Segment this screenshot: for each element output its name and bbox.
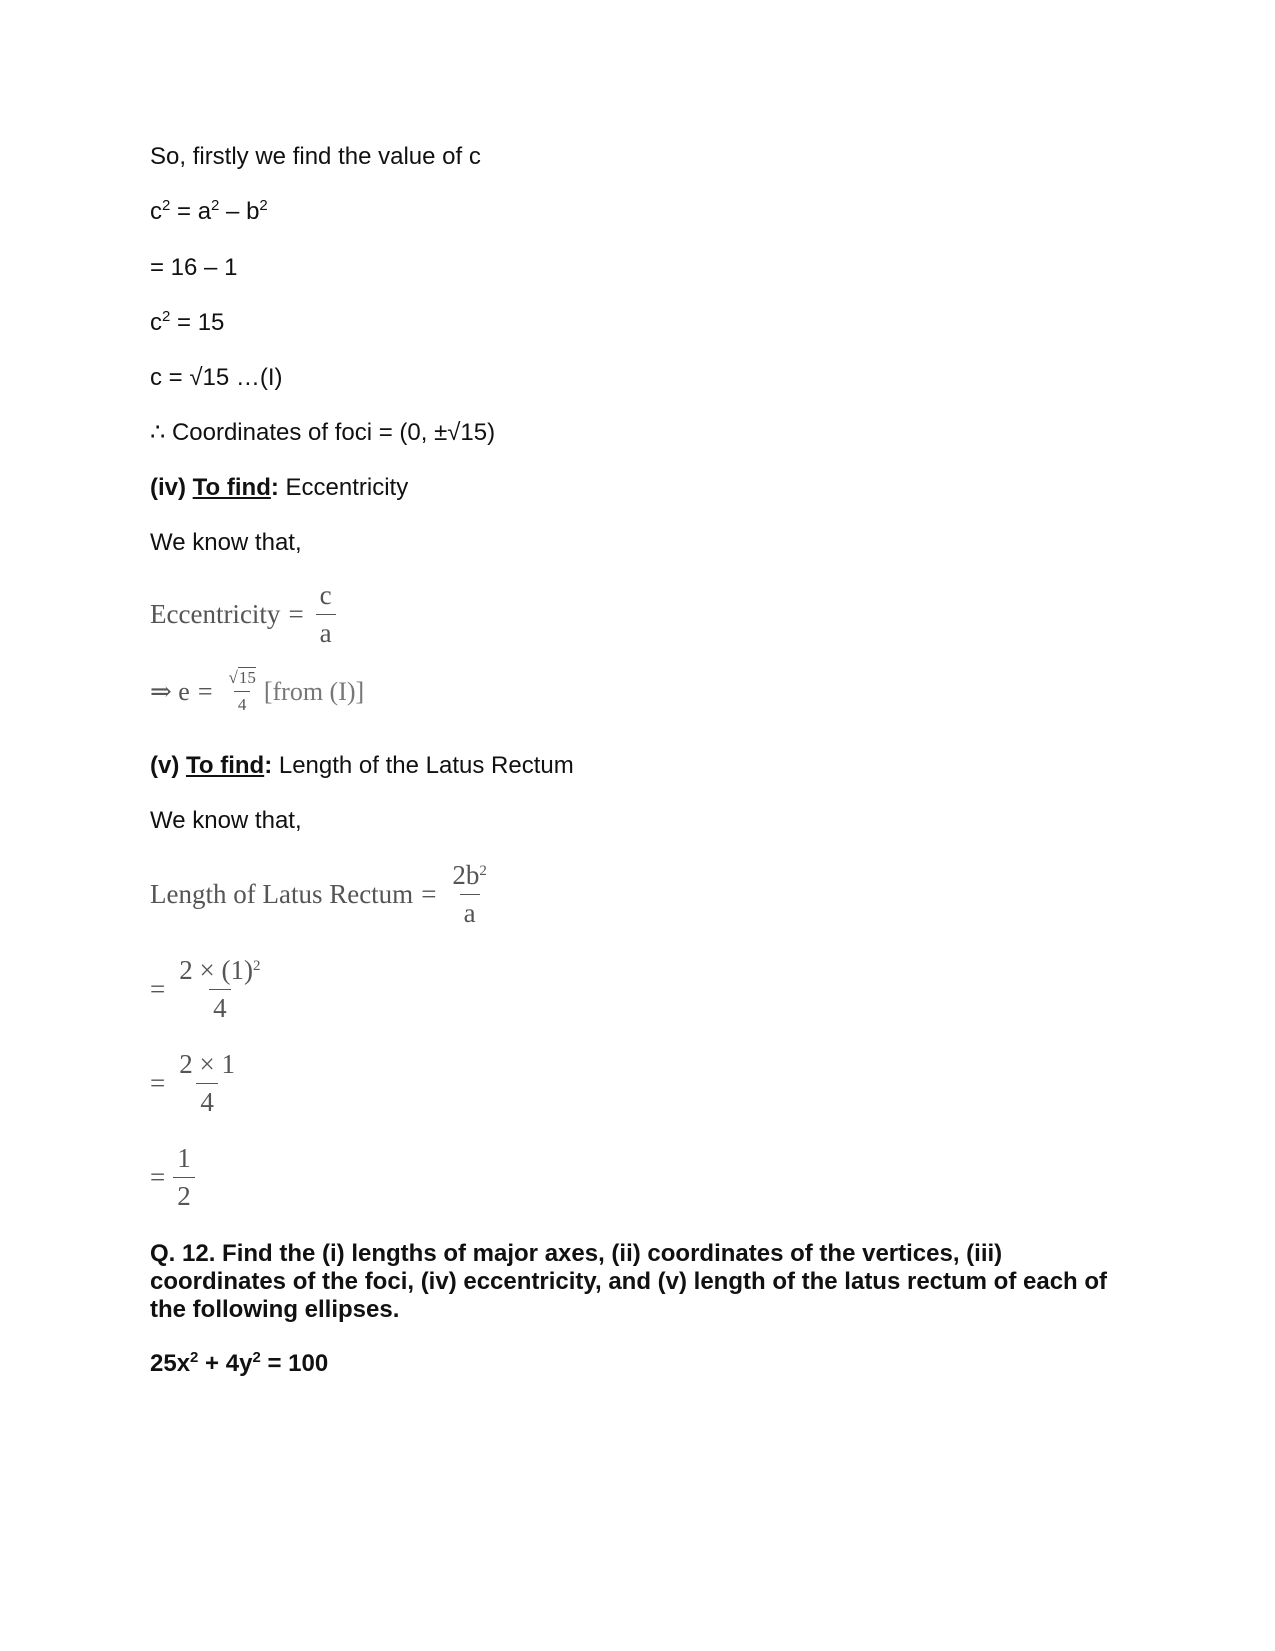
formula-label: Length of Latus Rectum [150, 879, 414, 909]
exponent: 2 [252, 958, 261, 974]
heading-v-latus-rectum [150, 752, 574, 781]
numerator-base: 2b [452, 860, 480, 890]
fraction [175, 955, 264, 1024]
text-line-c-squared-value [150, 309, 224, 338]
formula-e-value [150, 668, 364, 715]
term-c: c [150, 198, 162, 225]
equals-sign: = [150, 974, 166, 1004]
to-find-label: To find [186, 752, 265, 779]
term-value: = 15 [170, 309, 225, 336]
term-b: – b [219, 198, 260, 225]
ellipse-equation [150, 1350, 328, 1379]
formula-label: Eccentricity [150, 599, 281, 629]
exponent: 2 [252, 1349, 261, 1366]
term-a: = a [170, 198, 212, 225]
numerator: 1 [177, 1143, 191, 1173]
formula-step-1 [150, 955, 268, 1024]
formula-eccentricity [150, 580, 340, 649]
denominator: 4 [196, 1083, 218, 1118]
numerator: 2 × 1 [179, 1049, 235, 1079]
numerator [448, 860, 491, 894]
heading-topic: Eccentricity [278, 474, 409, 501]
exponent: 2 [259, 197, 268, 214]
text-line-foci: ∴ Coordinates of foci = (0, ±√15) [150, 419, 496, 446]
fraction [316, 580, 336, 649]
exponent: 2 [211, 197, 220, 214]
text-line-c-value: c = √15 …(I) [150, 364, 283, 391]
denominator: 4 [209, 989, 231, 1024]
text-line-find-c: So, firstly we find the value of c [150, 143, 481, 170]
text-line-we-know: We know that, [150, 807, 302, 834]
fraction [175, 1049, 239, 1118]
part-number: (v) [150, 752, 186, 779]
denominator: a [316, 614, 336, 649]
equals-sign: = [288, 599, 304, 629]
numerator [225, 668, 260, 691]
term-4y: + 4y [198, 1350, 253, 1377]
fraction [173, 1143, 195, 1212]
implies-e: ⇒ e [150, 676, 190, 706]
formula-latus-rectum [150, 860, 495, 929]
exponent: 2 [479, 863, 487, 879]
numerator [175, 955, 264, 989]
exponent: 2 [162, 197, 171, 214]
numerator-base: 2 × (1) [179, 955, 253, 985]
formula-step-2 [150, 1049, 243, 1118]
numerator: c [319, 580, 332, 610]
term-100: = 100 [260, 1350, 329, 1377]
denominator: a [460, 894, 480, 929]
radicand: 15 [238, 668, 256, 687]
root-sign: √ [228, 668, 238, 687]
question-12: Q. 12. Find the (i) lengths of major axes, (ii) coordinates of the vertices, (iii) coordinates of the foci, (iv) eccentricity, and (v) length of the latus rectum of each of the following ellipses. [150, 1240, 1108, 1323]
text-line-subtraction: = 16 – 1 [150, 254, 238, 281]
text-line-c-squared-formula [150, 198, 268, 227]
term-25x: 25x [150, 1350, 191, 1377]
fraction [448, 860, 491, 929]
equals-sign: = [421, 879, 437, 909]
fraction [225, 668, 260, 715]
equals-sign: = [197, 676, 213, 706]
colon: : [264, 752, 273, 779]
reference-note: [from (I)] [263, 676, 365, 706]
to-find-label: To find [192, 474, 271, 501]
equals-sign: = [150, 1162, 166, 1192]
part-number: (iv) [150, 474, 193, 501]
heading-topic: Length of the Latus Rectum [272, 752, 574, 779]
colon: : [270, 474, 279, 501]
denominator: 4 [234, 691, 251, 715]
exponent: 2 [162, 308, 171, 325]
term-c: c [150, 309, 162, 336]
formula-step-3 [150, 1143, 199, 1212]
exponent: 2 [190, 1349, 199, 1366]
text-line-we-know: We know that, [150, 529, 302, 556]
denominator: 2 [173, 1177, 195, 1212]
equals-sign: = [150, 1068, 166, 1098]
heading-iv-eccentricity [150, 474, 408, 503]
